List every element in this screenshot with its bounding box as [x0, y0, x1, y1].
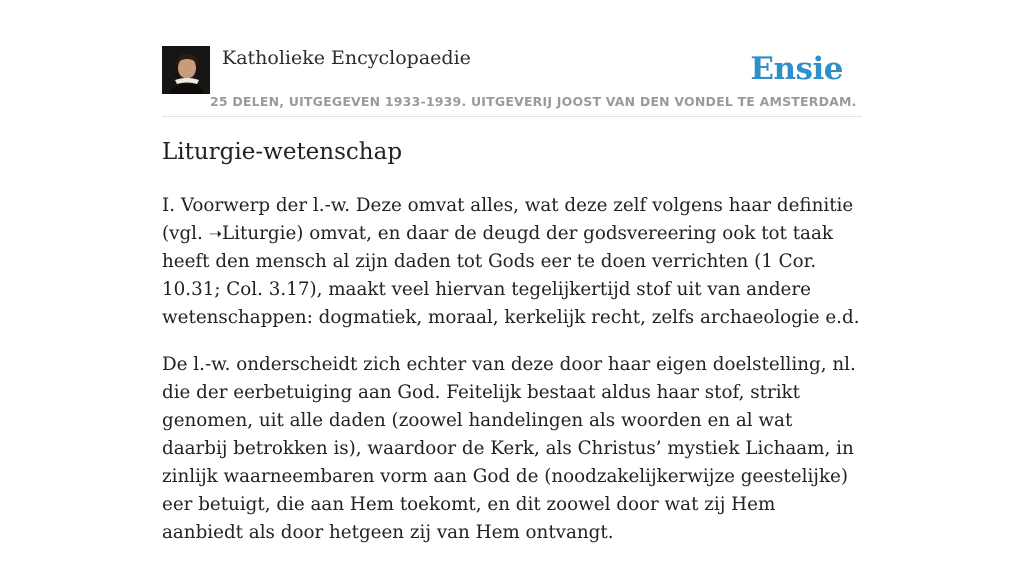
paragraph-1-text-end: ) omvat, en daar de deugd der godsvereering ook tot taak heeft den mensch al zijn daden tot Gods eer te doen verrichten (1 Cor. 10.31; Col. 3.17), maakt veel hiervan tegelijkertijd stof uit van andere wetenschappen: dogmatiek, moraal, kerkelijk recht, zelfs archaeologie e.d. — [162, 223, 860, 328]
link-liturgie[interactable]: Liturgie — [222, 223, 297, 244]
entry-title: Liturgie-wetenschap — [162, 139, 403, 165]
paragraph-1 — [162, 192, 862, 332]
entry-body — [162, 192, 862, 566]
brand-logo[interactable]: Ensie — [750, 51, 843, 87]
header — [162, 46, 862, 117]
book-subtitle: 25 DELEN, UITGEGEVEN 1933-1939. UITGEVERIJ JOOST VAN DEN VONDEL TE AMSTERDAM. — [210, 94, 857, 109]
paragraph-2: De l.-w. onderscheidt zich echter van deze door haar eigen doelstelling, nl. die der eerbetuiging aan God. Feitelijk bestaat aldus haar stof, strikt genomen, uit alle daden (zoowel handelingen als woorden en al wat daarbij betrokken is), waardoor de Kerk, als Christus’ mystiek Lichaam, in zinlijk waarneembaren vorm aan God de (noodzakelijkerwijze geestelijke) eer betuigt, die aan Hem toekomt, en dit zoowel door wat zij Hem aanbiedt als door hetgeen zij van Hem ontvangt. — [162, 354, 856, 543]
paragraph-1-text-start: I. Voorwerp der l.-w. Deze omvat alles, wat deze zelf volgens haar definitie (vgl. — [162, 195, 854, 244]
author-portrait-icon[interactable] — [162, 46, 210, 94]
link-arrow-icon: ➝ — [208, 224, 223, 243]
book-title[interactable]: Katholieke Encyclopaedie — [222, 47, 471, 69]
